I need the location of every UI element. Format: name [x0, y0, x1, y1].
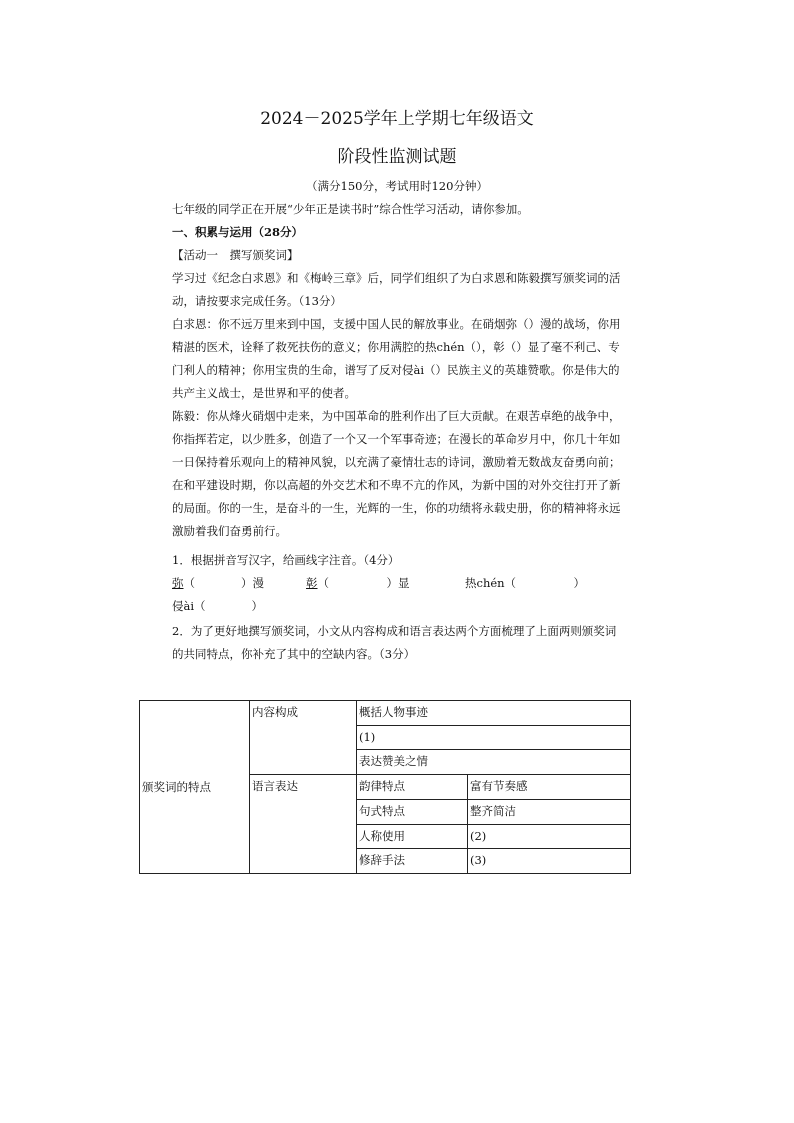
- content-item-blank-1[interactable]: (1): [357, 725, 631, 750]
- language-label-cell: 语言表达: [250, 775, 357, 874]
- q1-item-a-char: 弥: [172, 576, 184, 590]
- section1-heading: 一、积累与运用（28分）: [172, 225, 304, 239]
- content-item-1: 概括人物事迹: [357, 701, 631, 726]
- chenyi-paragraph: 陈毅：你从烽火硝烟中走来，为中国革命的胜利作出了巨大贡献。在艰苦卓绝的战争中，你指挥若定，以少胜多，创造了一个又一个军事奇迹；在漫长的革命岁月中，你几十年如一日保持着乐观向上的精神风貌，以充满了豪情壮志的诗词，激励着无数战友奋勇向前；在和平建设时期，你以高超的外交艺术和不卑不亢的作风，为新中国的对外交往打开了新的局面。你的一生，是奋斗的一生，光辉的一生，你的功绩将永载史册，你的精神将永远激励着我们奋勇前行。: [172, 409, 621, 538]
- question-1: 1．根据拼音写汉字，给画线字注音。（4分）: [172, 553, 400, 567]
- exam-title: 2024－2025学年上学期七年级语文: [260, 109, 534, 129]
- q1-item-b-blank: （ ）显: [317, 576, 410, 590]
- intro-text: 七年级的同学正在开展“少年正是读书时”综合性学习活动，请你参加。: [172, 202, 529, 216]
- language-aspect-person: 人称使用: [357, 824, 468, 849]
- q1-item-c: 热chén（ ）: [465, 576, 586, 590]
- q1-item-a: [172, 572, 264, 595]
- q1-item-b: [306, 572, 410, 595]
- q1-item-a-blank: （ ）漫: [183, 576, 264, 590]
- exam-subtitle: 阶段性监测试题: [337, 147, 457, 167]
- row-header-cell: 颁奖词的特点: [140, 701, 250, 874]
- content-label-cell: 内容构成: [250, 701, 357, 775]
- language-value-blank-2[interactable]: (2): [468, 824, 631, 849]
- language-aspect-sentence: 句式特点: [357, 799, 468, 824]
- activity1-description: 学习过《纪念白求恩》和《梅岭三章》后，同学们组织了为白求恩和陈毅撰写颁奖词的活动，请按要求完成任务。（13分）: [172, 271, 621, 308]
- features-table: [139, 700, 631, 874]
- bethune-paragraph: 白求恩：你不远万里来到中国，支援中国人民的解放事业。在硝烟弥（）漫的战场，你用精湛的医术，诠释了救死扶伤的意义；你用满腔的热chén（），彰（）显了毫不利己、专门利人的精神；你用宝贵的生命，谱写了反对侵ài（）民族主义的英雄赞歌。你是伟大的共产主义战士，是世界和平的使者。: [172, 317, 621, 400]
- exam-note: （满分150分，考试用时120分钟）: [306, 179, 488, 193]
- question-2: 2．为了更好地撰写颁奖词，小文从内容构成和语言表达两个方面梳理了上面两则颁奖词的共同特点，你补充了其中的空缺内容。（3分）: [172, 624, 617, 661]
- language-value-sentence: 整齐简洁: [468, 799, 631, 824]
- activity1-heading: 【活动一 撰写颁奖词】: [172, 248, 299, 262]
- language-aspect-rhetoric: 修辞手法: [357, 849, 468, 874]
- content-item-3: 表达赞美之情: [357, 750, 631, 775]
- language-aspect-rhythm: 韵律特点: [357, 775, 468, 800]
- q1-item-d: 侵ài（ ）: [172, 599, 264, 613]
- language-value-rhythm: 富有节奏感: [468, 775, 631, 800]
- q1-item-b-char: 彰: [306, 576, 318, 590]
- language-value-blank-3[interactable]: (3): [468, 849, 631, 874]
